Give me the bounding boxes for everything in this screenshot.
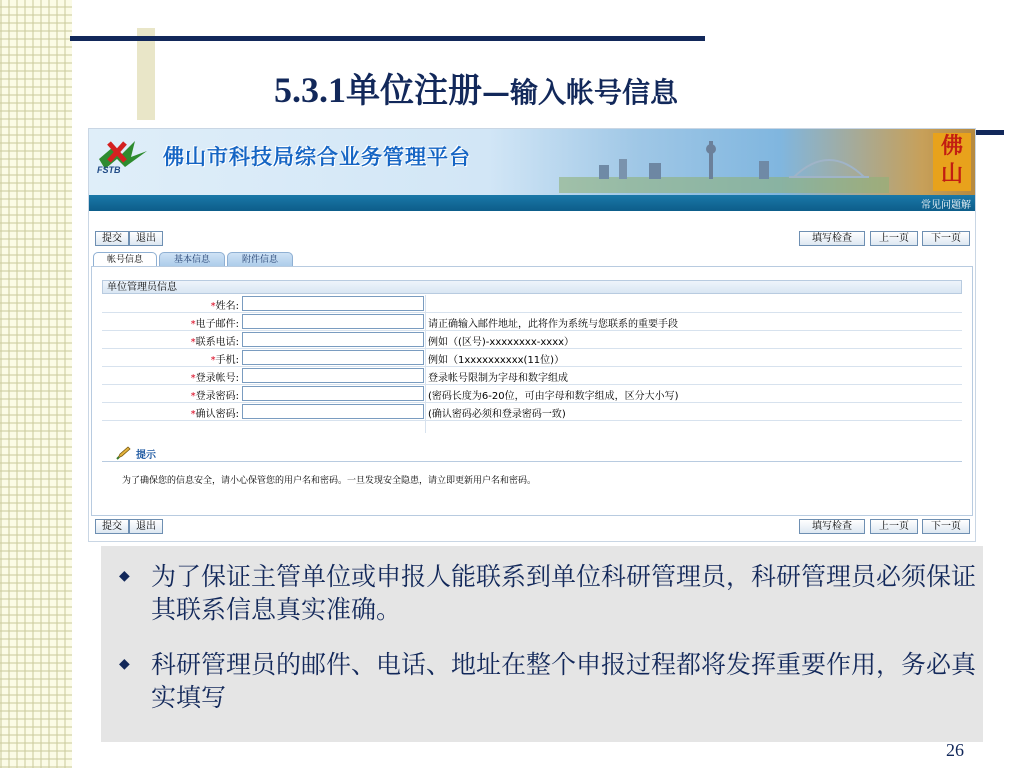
exit-button-top[interactable]: 退出	[129, 231, 163, 246]
notes-box	[101, 546, 983, 742]
note-text: 科研管理员的邮件、电话、地址在整个申报过程都将发挥重要作用，务必真实填写	[151, 650, 977, 712]
form-row-login-account	[102, 367, 962, 385]
phone-input[interactable]	[242, 332, 424, 347]
account-info-panel	[91, 266, 973, 516]
section-title: 单位管理员信息	[102, 280, 962, 294]
field-hint: 例如（(区号)-xxxxxxxx-xxxx）	[428, 337, 575, 348]
form-row-phone	[102, 331, 962, 349]
field-label: 电子邮件:	[195, 319, 239, 330]
foshan-badge: 佛山	[933, 133, 971, 191]
tab-basic-info[interactable]: 基本信息	[159, 252, 225, 267]
field-label: 手机:	[215, 355, 239, 366]
email-input[interactable]	[242, 314, 424, 329]
field-label: 登录密码:	[195, 391, 239, 402]
tab-attachment-info[interactable]: 附件信息	[227, 252, 293, 267]
required-mark: *	[210, 301, 216, 312]
check-button-bottom[interactable]: 填写检查	[799, 519, 865, 534]
field-hint: 登录帐号限制为字母和数字组成	[428, 373, 568, 384]
field-label: 姓名:	[215, 301, 239, 312]
prev-page-button-bottom[interactable]: 上一页	[870, 519, 918, 534]
password-input[interactable]	[242, 386, 424, 401]
diamond-bullet-icon: ◆	[119, 656, 130, 672]
note-text: 为了保证主管单位或申报人能联系到单位科研管理员，科研管理员必须保证其联系信息真实准确。	[151, 562, 977, 624]
slide-title	[274, 64, 678, 116]
platform-brand: 佛山市科技局综合业务管理平台	[163, 145, 471, 169]
field-hint: (确认密码必须和登录密码一致)	[428, 409, 566, 420]
required-mark: *	[190, 373, 196, 384]
mobile-input[interactable]	[242, 350, 424, 365]
app-banner	[89, 129, 975, 195]
next-page-button-bottom[interactable]: 下一页	[922, 519, 970, 534]
diamond-bullet-icon: ◆	[119, 568, 130, 584]
title-rule	[70, 36, 705, 41]
field-hint: (密码长度为6-20位，可由字母和数字组成，区分大小写)	[428, 391, 679, 402]
checker-strip	[0, 0, 72, 768]
form-row-mobile	[102, 349, 962, 367]
pencil-icon	[116, 446, 132, 460]
form-row-name	[102, 295, 962, 313]
tip-title: 提示	[136, 450, 156, 461]
form-row-password	[102, 385, 962, 403]
field-label: 确认密码:	[195, 409, 239, 420]
field-hint: 请正确输入邮件地址，此将作为系统与您联系的重要手段	[428, 319, 678, 330]
required-mark: *	[190, 409, 196, 420]
city-skyline-icon	[559, 133, 889, 193]
tip-header	[102, 445, 962, 462]
prev-page-button-top[interactable]: 上一页	[870, 231, 918, 246]
title-sub: —输入帐号信息	[482, 76, 679, 109]
accent-dash	[974, 130, 1004, 135]
login-account-input[interactable]	[242, 368, 424, 383]
title-accent-block	[137, 28, 155, 120]
tab-account-info[interactable]: 帐号信息	[93, 252, 157, 268]
submit-button-bottom[interactable]: 提交	[95, 519, 129, 534]
title-number: 5.3.1	[274, 70, 346, 110]
field-hint: 例如（1xxxxxxxxxx(11位)）	[428, 355, 565, 366]
app-screenshot	[88, 128, 976, 542]
required-mark: *	[190, 319, 196, 330]
title-main: 单位注册	[346, 71, 482, 111]
tip-text: 为了确保您的信息安全，请小心保管您的用户名和密码。一旦发现安全隐患，请立即更新用户名和密码。	[122, 476, 537, 486]
next-page-button-top[interactable]: 下一页	[922, 231, 970, 246]
required-mark: *	[210, 355, 216, 366]
required-mark: *	[190, 337, 196, 348]
confirm-password-input[interactable]	[242, 404, 424, 419]
check-button-top[interactable]: 填写检查	[799, 231, 865, 246]
help-link[interactable]: 常见问题解	[921, 200, 971, 211]
field-label: 联系电话:	[195, 337, 239, 348]
name-input[interactable]	[242, 296, 424, 311]
form-row-email	[102, 313, 962, 331]
top-navbar	[89, 195, 975, 211]
field-label: 登录帐号:	[195, 373, 239, 384]
form-row-confirm-password	[102, 403, 962, 421]
exit-button-bottom[interactable]: 退出	[129, 519, 163, 534]
logo-text: FSTB	[97, 165, 121, 175]
submit-button-top[interactable]: 提交	[95, 231, 129, 246]
required-mark: *	[190, 391, 196, 402]
page-number: 26	[946, 740, 964, 760]
